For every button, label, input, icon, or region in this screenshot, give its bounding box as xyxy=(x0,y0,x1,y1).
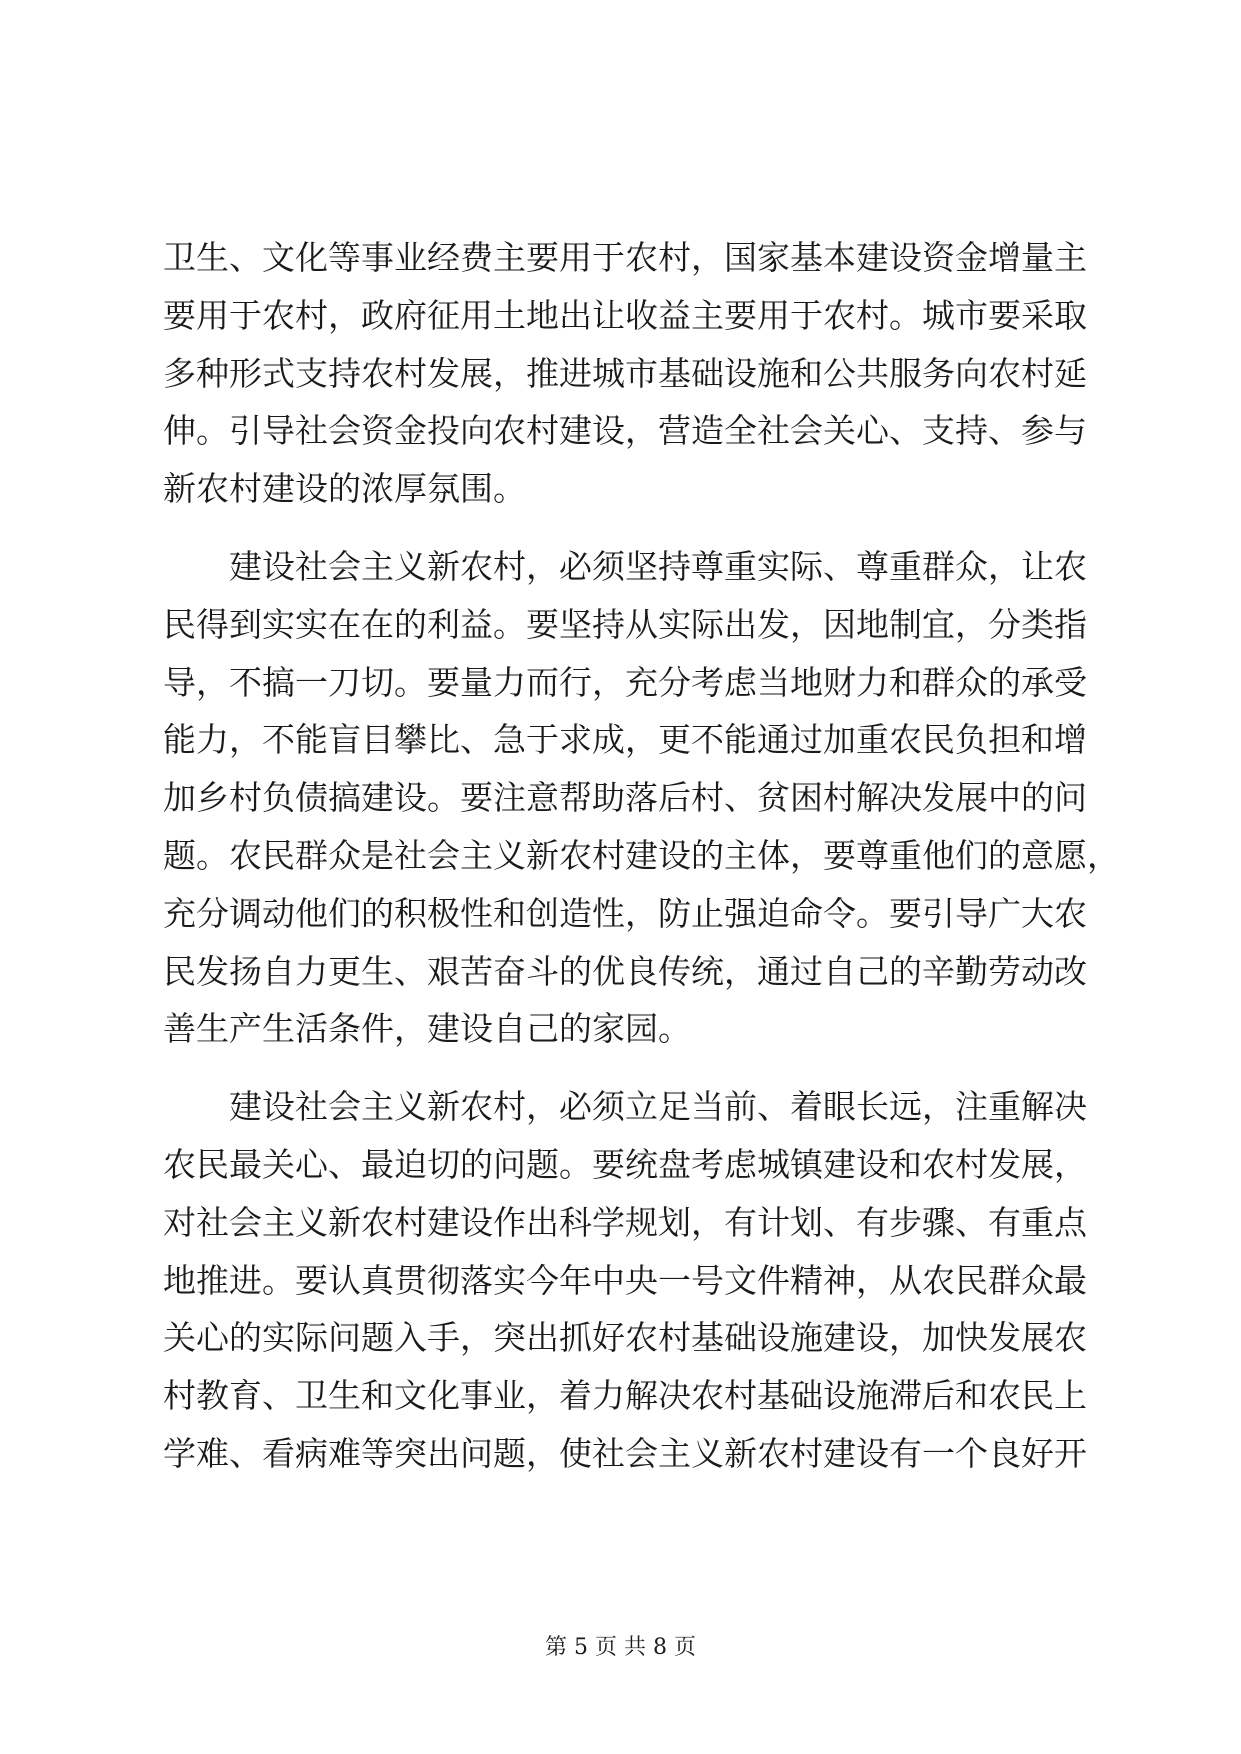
text-line: 农民最关心、最迫切的问题。要统盘考虑城镇建设和农村发展， xyxy=(163,1144,1087,1184)
document-body xyxy=(163,229,1120,1483)
page-footer: 第 5 页 共 8 页 xyxy=(545,1635,696,1660)
text-line: 学难、看病难等突出问题，使社会主义新农村建设有一个良好开 xyxy=(163,1433,1087,1473)
text-line: 要用于农村，政府征用土地出让收益主要用于农村。城市要采取 xyxy=(163,295,1087,335)
text-line: 地推进。要认真贯彻落实今年中央一号文件精神，从农民群众最 xyxy=(163,1260,1087,1300)
text-line: 卫生、文化等事业经费主要用于农村，国家基本建设资金增量主 xyxy=(163,238,1087,277)
text-line: 充分调动他们的积极性和创造性，防止强迫命令。要引导广大农 xyxy=(163,893,1087,933)
text-line: 关心的实际问题入手，突出抓好农村基础设施建设，加快发展农 xyxy=(163,1318,1087,1358)
text-line: 建设社会主义新农村，必须立足当前、着眼长远，注重解决 xyxy=(163,1087,1087,1127)
text-line: 善生产生活条件，建设自己的家园。 xyxy=(163,1009,691,1049)
text-line: 新农村建设的浓厚氛围。 xyxy=(163,469,526,509)
text-line: 多种形式支持农村发展，推进城市基础设施和公共服务向农村延 xyxy=(163,353,1087,393)
text-line: 民发扬自力更生、艰苦奋斗的优良传统，通过自己的辛勤劳动改 xyxy=(163,951,1087,991)
text-line: 题。农民群众是社会主义新农村建设的主体，要尊重他们的意愿， xyxy=(163,835,1120,875)
text-line: 建设社会主义新农村，必须坚持尊重实际、尊重群众，让农 xyxy=(163,546,1087,586)
text-line: 民得到实实在在的利益。要坚持从实际出发，因地制宜，分类指 xyxy=(163,604,1087,644)
text-line: 对社会主义新农村建设作出科学规划，有计划、有步骤、有重点 xyxy=(163,1202,1087,1242)
text-line: 加乡村负债搞建设。要注意帮助落后村、贫困村解决发展中的问 xyxy=(163,778,1087,818)
text-line: 伸。引导社会资金投向农村建设，营造全社会关心、支持、参与 xyxy=(163,411,1087,451)
text-line: 能力，不能盲目攀比、急于求成，更不能通过加重农民负担和增 xyxy=(163,720,1087,760)
text-line: 导，不搞一刀切。要量力而行，充分考虑当地财力和群众的承受 xyxy=(163,662,1087,702)
text-line: 村教育、卫生和文化事业，着力解决农村基础设施滞后和农民上 xyxy=(163,1376,1087,1416)
